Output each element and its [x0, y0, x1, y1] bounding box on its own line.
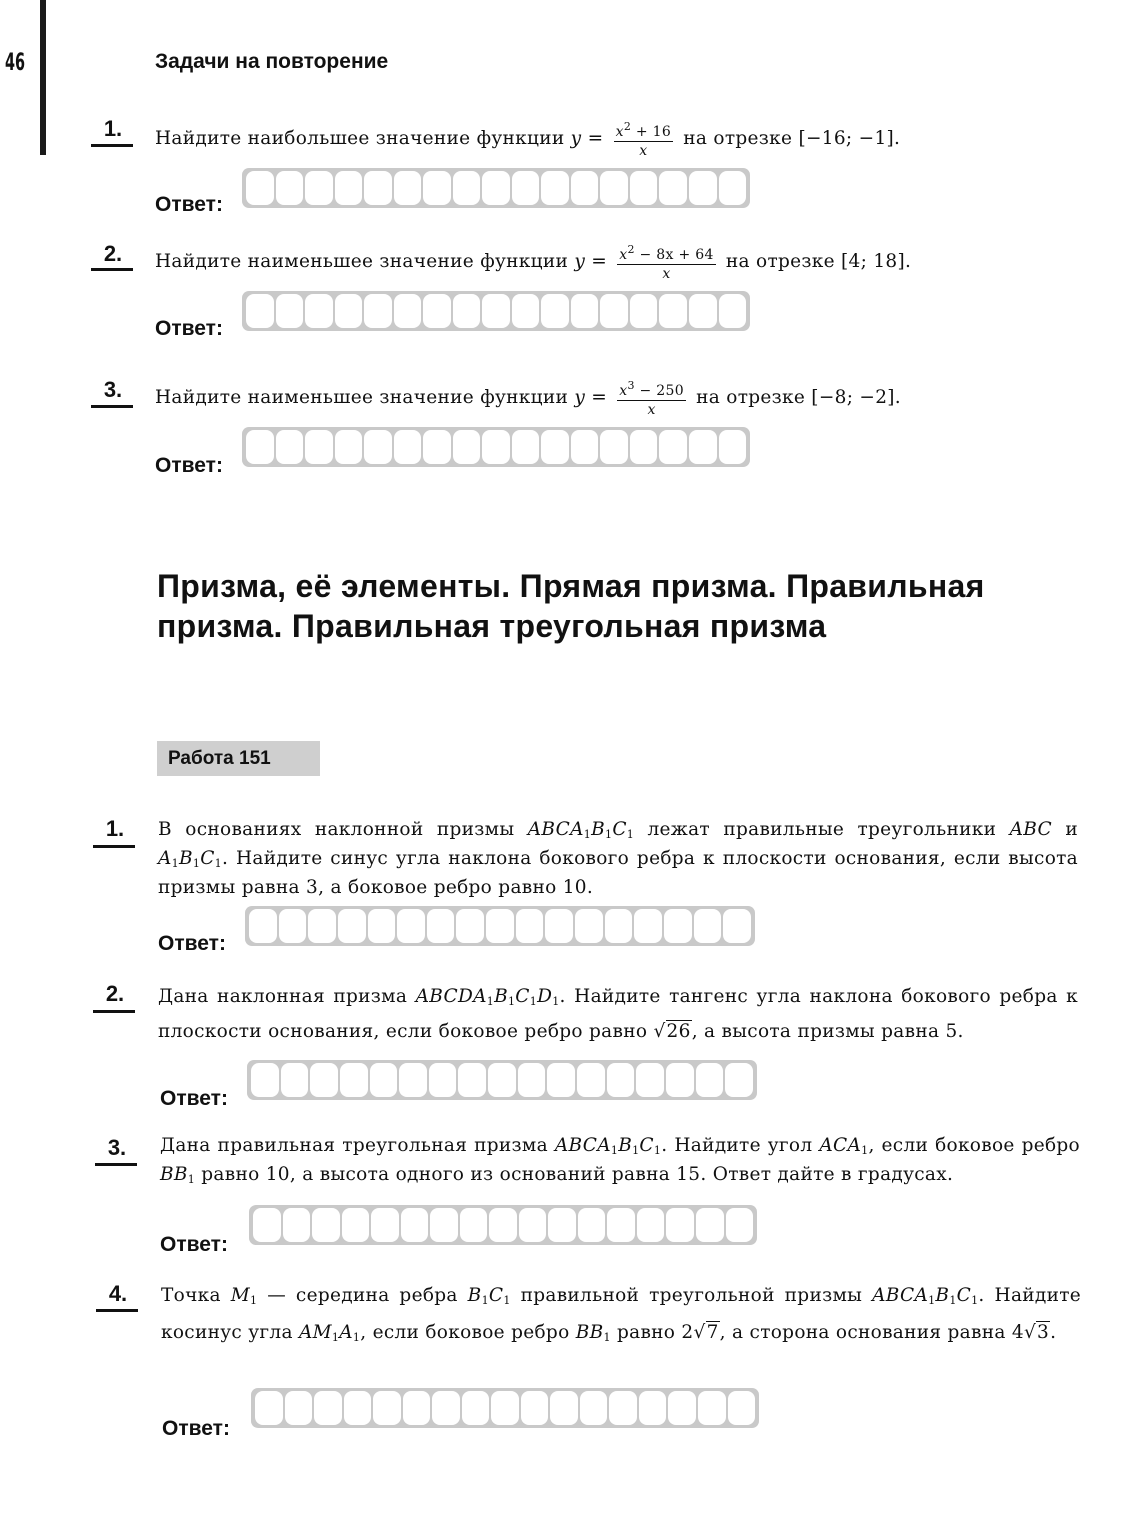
- answer-cell[interactable]: [394, 171, 422, 205]
- answer-cell[interactable]: [460, 1208, 488, 1242]
- answer-input[interactable]: [245, 906, 755, 946]
- answer-cell[interactable]: [482, 171, 510, 205]
- answer-cell[interactable]: [342, 1208, 370, 1242]
- answer-cell[interactable]: [394, 294, 422, 328]
- answer-cell[interactable]: [456, 909, 484, 943]
- answer-cell[interactable]: [401, 1208, 429, 1242]
- answer-cell[interactable]: [723, 909, 751, 943]
- answer-cell[interactable]: [512, 171, 540, 205]
- answer-cell[interactable]: [571, 171, 599, 205]
- answer-cell[interactable]: [719, 294, 747, 328]
- answer-cell[interactable]: [310, 1063, 338, 1097]
- answer-cell[interactable]: [630, 430, 658, 464]
- answer-cell[interactable]: [726, 1208, 754, 1242]
- problem-number: 1.: [105, 816, 125, 841]
- answer-cell[interactable]: [518, 1063, 546, 1097]
- problem-text: Точка $M_1$ — середина ребра $B_1C_1$ правильной треугольной призмы $ABCA_1B_1C_1$. Найдите косинус угла $AM_1A_1$, если боковое ребро $BB_1$ равно 2√7, а сторона основания равна 4√3.: [161, 1280, 1081, 1354]
- answer-cell[interactable]: [305, 430, 333, 464]
- answer-cell[interactable]: [279, 909, 307, 943]
- answer-cell[interactable]: [423, 294, 451, 328]
- problem-text: В основаниях наклонной призмы $ABCA_1B_1C_1$ лежат правильные треугольники ABC и $A_1B_1C_1$. Найдите синус угла наклона бокового ребра к плоскости основания, если высота призмы равна 3, а боковое ребро равно 10.: [158, 819, 1079, 898]
- answer-cell[interactable]: [659, 171, 687, 205]
- answer-cell[interactable]: [600, 430, 628, 464]
- answer-cell[interactable]: [659, 294, 687, 328]
- problem-number: 1.: [103, 116, 123, 141]
- answer-cell[interactable]: [580, 1391, 608, 1425]
- answer-cell[interactable]: [488, 1063, 516, 1097]
- answer-cell[interactable]: [255, 1391, 283, 1425]
- answer-cell[interactable]: [335, 171, 363, 205]
- fraction: $\frac{x^2 + 16}{x}$: [615, 120, 672, 159]
- answer-cell[interactable]: [689, 171, 717, 205]
- answer-cell[interactable]: [725, 1063, 753, 1097]
- answer-cell[interactable]: [664, 909, 692, 943]
- answer-cell[interactable]: [571, 294, 599, 328]
- answer-label: Ответ:: [160, 1233, 228, 1256]
- answer-label: Ответ:: [160, 1087, 228, 1110]
- topic-title: Призма, её элементы. Прямая призма. Правильная призма. Правильная треугольная призма: [157, 568, 985, 644]
- answer-cell[interactable]: [453, 294, 481, 328]
- answer-cell[interactable]: [364, 294, 392, 328]
- answer-cell[interactable]: [281, 1063, 309, 1097]
- problem-text: Дана правильная треугольная призма $ABCA_1B_1C_1$. Найдите угол $ACA_1$, если боковое ребро $BB_1$ равно 10, а высота одного из оснований равна 15. Ответ дайте в градусах.: [160, 1135, 1080, 1186]
- work-badge: Работа 151: [157, 741, 320, 776]
- answer-cell[interactable]: [482, 430, 510, 464]
- answer-input[interactable]: [251, 1388, 759, 1428]
- answer-cell[interactable]: [253, 1208, 281, 1242]
- answer-cell[interactable]: [607, 1063, 635, 1097]
- answer-cell[interactable]: [399, 1063, 427, 1097]
- answer-cell[interactable]: [423, 430, 451, 464]
- answer-cell[interactable]: [541, 171, 569, 205]
- answer-cell[interactable]: [305, 294, 333, 328]
- answer-cell[interactable]: [305, 171, 333, 205]
- answer-cell[interactable]: [283, 1208, 311, 1242]
- answer-input[interactable]: [242, 291, 750, 331]
- answer-cell[interactable]: [246, 294, 274, 328]
- number-underline: [91, 405, 133, 408]
- answer-cell[interactable]: [689, 430, 717, 464]
- answer-cell[interactable]: [462, 1391, 490, 1425]
- answer-cell[interactable]: [308, 909, 336, 943]
- answer-cell[interactable]: [666, 1208, 694, 1242]
- answer-cell[interactable]: [600, 294, 628, 328]
- answer-cell[interactable]: [571, 430, 599, 464]
- answer-cell[interactable]: [578, 1208, 606, 1242]
- problem-text: Найдите наименьшее значение функции y = $\frac{x^2 - 8x + 64}{x}$ на отрезке [4; 18].: [155, 243, 912, 282]
- page-number: 46: [5, 48, 26, 76]
- answer-cell[interactable]: [373, 1391, 401, 1425]
- answer-cell[interactable]: [432, 1391, 460, 1425]
- section-title: Задачи на повторение: [155, 50, 389, 73]
- answer-cell[interactable]: [364, 171, 392, 205]
- answer-cell[interactable]: [249, 909, 277, 943]
- answer-cell[interactable]: [666, 1063, 694, 1097]
- answer-cell[interactable]: [605, 909, 633, 943]
- sqrt-expression: √7: [693, 1322, 719, 1343]
- answer-cell[interactable]: [698, 1391, 726, 1425]
- answer-cell[interactable]: [246, 430, 274, 464]
- answer-cell[interactable]: [394, 430, 422, 464]
- answer-cell[interactable]: [403, 1391, 431, 1425]
- answer-cell[interactable]: [636, 1063, 664, 1097]
- answer-cell[interactable]: [458, 1063, 486, 1097]
- answer-cell[interactable]: [429, 1063, 457, 1097]
- answer-cell[interactable]: [312, 1208, 340, 1242]
- answer-cell[interactable]: [340, 1063, 368, 1097]
- answer-cell[interactable]: [689, 294, 717, 328]
- number-underline: [93, 1010, 135, 1013]
- answer-cell[interactable]: [516, 909, 544, 943]
- answer-cell[interactable]: [639, 1391, 667, 1425]
- answer-cell[interactable]: [719, 171, 747, 205]
- answer-cell[interactable]: [519, 1208, 547, 1242]
- answer-cell[interactable]: [512, 294, 540, 328]
- answer-cell[interactable]: [486, 909, 514, 943]
- problem-number: 3.: [103, 377, 123, 402]
- answer-label: Ответ:: [155, 193, 223, 216]
- answer-cell[interactable]: [251, 1063, 279, 1097]
- number-underline: [93, 845, 135, 848]
- answer-cell[interactable]: [696, 1208, 724, 1242]
- answer-cell[interactable]: [630, 171, 658, 205]
- answer-cell[interactable]: [541, 294, 569, 328]
- answer-cell[interactable]: [728, 1391, 756, 1425]
- answer-cell[interactable]: [609, 1391, 637, 1425]
- answer-cell[interactable]: [659, 430, 687, 464]
- number-underline: [95, 1163, 137, 1166]
- answer-cell[interactable]: [285, 1391, 313, 1425]
- fraction: $\frac{x^3 - 250}{x}$: [619, 379, 684, 418]
- answer-cell[interactable]: [423, 171, 451, 205]
- answer-cell[interactable]: [335, 430, 363, 464]
- answer-cell[interactable]: [482, 294, 510, 328]
- answer-cell[interactable]: [335, 294, 363, 328]
- answer-cell[interactable]: [547, 1063, 575, 1097]
- answer-cell[interactable]: [489, 1208, 517, 1242]
- answer-cell[interactable]: [637, 1208, 665, 1242]
- problem-text: Дана наклонная призма $ABCDA_1B_1C_1D_1$. Найдите тангенс угла наклона бокового ребра к плоскости основания, если боковое ребро равно √26, а высота призмы равна 5.: [158, 982, 1078, 1047]
- answer-cell[interactable]: [634, 909, 662, 943]
- answer-label: Ответ:: [158, 932, 226, 955]
- answer-cell[interactable]: [246, 171, 274, 205]
- problem-text: Найдите наименьшее значение функции y = $\frac{x^3 - 250}{x}$ на отрезке [−8; −2].: [155, 379, 901, 418]
- answer-cell[interactable]: [541, 430, 569, 464]
- answer-label: Ответ:: [162, 1417, 230, 1440]
- answer-cell[interactable]: [550, 1391, 578, 1425]
- answer-cell[interactable]: [364, 430, 392, 464]
- answer-cell[interactable]: [545, 909, 573, 943]
- answer-cell[interactable]: [719, 430, 747, 464]
- answer-cell[interactable]: [575, 909, 603, 943]
- answer-cell[interactable]: [276, 430, 304, 464]
- answer-input[interactable]: [247, 1060, 757, 1100]
- problem-number: 3.: [107, 1135, 127, 1160]
- answer-cell[interactable]: [427, 909, 455, 943]
- problem-number: 4.: [108, 1281, 128, 1306]
- answer-cell[interactable]: [630, 294, 658, 328]
- answer-cell[interactable]: [430, 1208, 458, 1242]
- answer-cell[interactable]: [397, 909, 425, 943]
- answer-cell[interactable]: [368, 909, 396, 943]
- number-underline: [91, 268, 133, 271]
- answer-cell[interactable]: [338, 909, 366, 943]
- answer-cell[interactable]: [314, 1391, 342, 1425]
- margin-bar: [40, 0, 46, 155]
- answer-cell[interactable]: [694, 909, 722, 943]
- answer-label: Ответ:: [155, 454, 223, 477]
- answer-cell[interactable]: [668, 1391, 696, 1425]
- answer-cell[interactable]: [577, 1063, 605, 1097]
- problem-number: 2.: [103, 241, 123, 266]
- problem-number: 2.: [105, 981, 125, 1006]
- answer-input[interactable]: [249, 1205, 757, 1245]
- problem-text: Найдите наибольшее значение функции y = $\frac{x^2 + 16}{x}$ на отрезке [−16; −1].: [155, 120, 901, 159]
- answer-cell[interactable]: [276, 294, 304, 328]
- answer-cell[interactable]: [453, 430, 481, 464]
- answer-input[interactable]: [242, 427, 750, 467]
- answer-label: Ответ:: [155, 317, 223, 340]
- answer-cell[interactable]: [521, 1391, 549, 1425]
- answer-cell[interactable]: [344, 1391, 372, 1425]
- answer-cell[interactable]: [512, 430, 540, 464]
- answer-cell[interactable]: [370, 1063, 398, 1097]
- sqrt-expression: √26: [653, 1021, 691, 1042]
- answer-cell[interactable]: [548, 1208, 576, 1242]
- answer-cell[interactable]: [491, 1391, 519, 1425]
- answer-cell[interactable]: [453, 171, 481, 205]
- answer-cell[interactable]: [600, 171, 628, 205]
- sqrt-expression: √3: [1023, 1322, 1050, 1343]
- answer-input[interactable]: [242, 168, 750, 208]
- fraction: $\frac{x^2 - 8x + 64}{x}$: [619, 243, 714, 282]
- answer-cell[interactable]: [276, 171, 304, 205]
- answer-cell[interactable]: [696, 1063, 724, 1097]
- number-underline: [91, 144, 133, 147]
- number-underline: [96, 1309, 138, 1312]
- answer-cell[interactable]: [371, 1208, 399, 1242]
- answer-cell[interactable]: [607, 1208, 635, 1242]
